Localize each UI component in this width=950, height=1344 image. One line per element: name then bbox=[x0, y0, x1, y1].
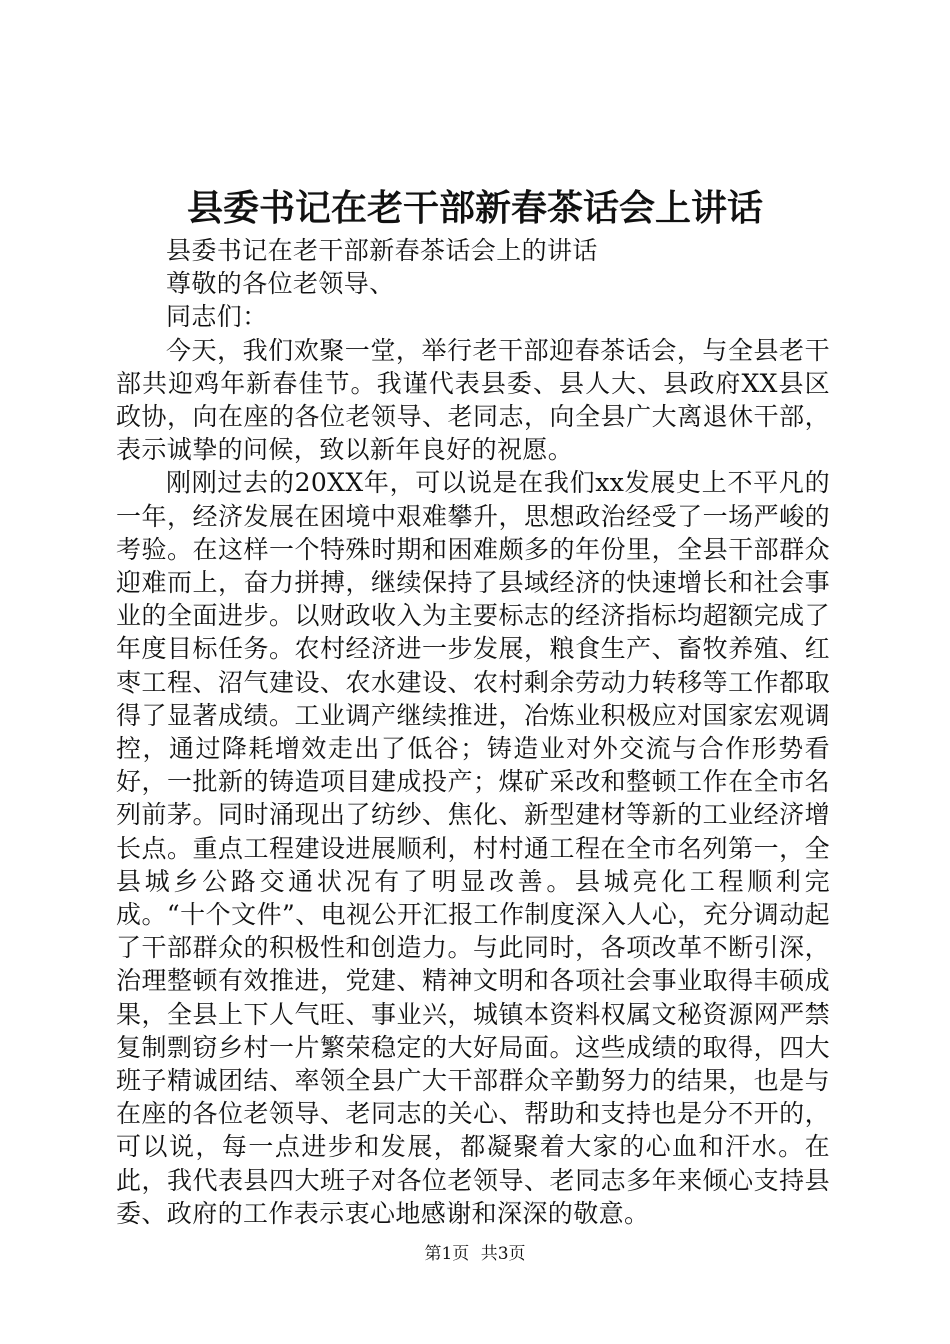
page-total: 共3页 bbox=[480, 1244, 526, 1264]
page-number: 第1页 bbox=[424, 1244, 470, 1264]
page-footer bbox=[0, 1242, 950, 1266]
salutation-line-2: 同志们： bbox=[166, 302, 268, 332]
paragraph-1: 今天，我们欢聚一堂，举行老干部迎春茶话会，与全县老干部共迎鸡年新春佳节。我谨代表县委、县人大、县政府XX县区政协，向在座的各位老领导、老同志，向全县广大离退休干部，表示诚挚的问候，致以新年良好的祝愿。 bbox=[116, 335, 830, 465]
document-subtitle: 县委书记在老干部新春茶话会上的讲话 bbox=[166, 236, 598, 265]
document-body bbox=[116, 234, 830, 1230]
salutation-line-1: 尊敬的各位老领导、 bbox=[166, 269, 395, 299]
paragraph-2: 刚刚过去的20XX年，可以说是在我们xx发展史上不平凡的一年，经济发展在困境中艰难攀升，思想政治经受了一场严峻的考验。在这样一个特殊时期和困难颇多的年份里，全县干部群众迎难而上，奋力拼搏，继续保持了县域经济的快速增长和社会事业的全面进步。以财政收入为主要标志的经济指标均超额完成了年度目标任务。农村经济进一步发展，粮食生产、畜牧养殖、红枣工程、沼气建设、农水建设、农村剩余劳动力转移等工作都取得了显著成绩。工业调产继续推进，冶炼业积极应对国家宏观调控，通过降耗增效走出了低谷；铸造业对外交流与合作形势看好，一批新的铸造项目建成投产；煤矿采改和整顿工作在全市名列前茅。同时涌现出了纺纱、焦化、新型建材等新的工业经济增长点。重点工程建设进展顺利，村村通工程在全市名列第一，全县城乡公路交通状况有了明显改善。县城亮化工程顺利完成。“十个文件”、电视公开汇报工作制度深入人心，充分调动起了干部群众的积极性和创造力。与此同时，各项改革不断引深，治理整顿有效推进，党建、精神文明和各项社会事业取得丰硕成果，全县上下人气旺、事业兴，城镇本资料权属文秘资源网严禁复制剽窃乡村一片繁荣稳定的大好局面。这些成绩的取得，四大班子精诚团结、率领全县广大干部群众辛勤努力的结果，也是与在座的各位老领导、老同志的关心、帮助和支持也是分不开的，可以说，每一点进步和发展，都凝聚着大家的心血和汗水。在此，我代表县四大班子对各位老领导、老同志多年来倾心支持县委、政府的工作表示衷心地感谢和深深的敬意。 bbox=[116, 468, 830, 1228]
document-title: 县委书记在老干部新春茶话会上讲话 bbox=[186, 187, 763, 229]
